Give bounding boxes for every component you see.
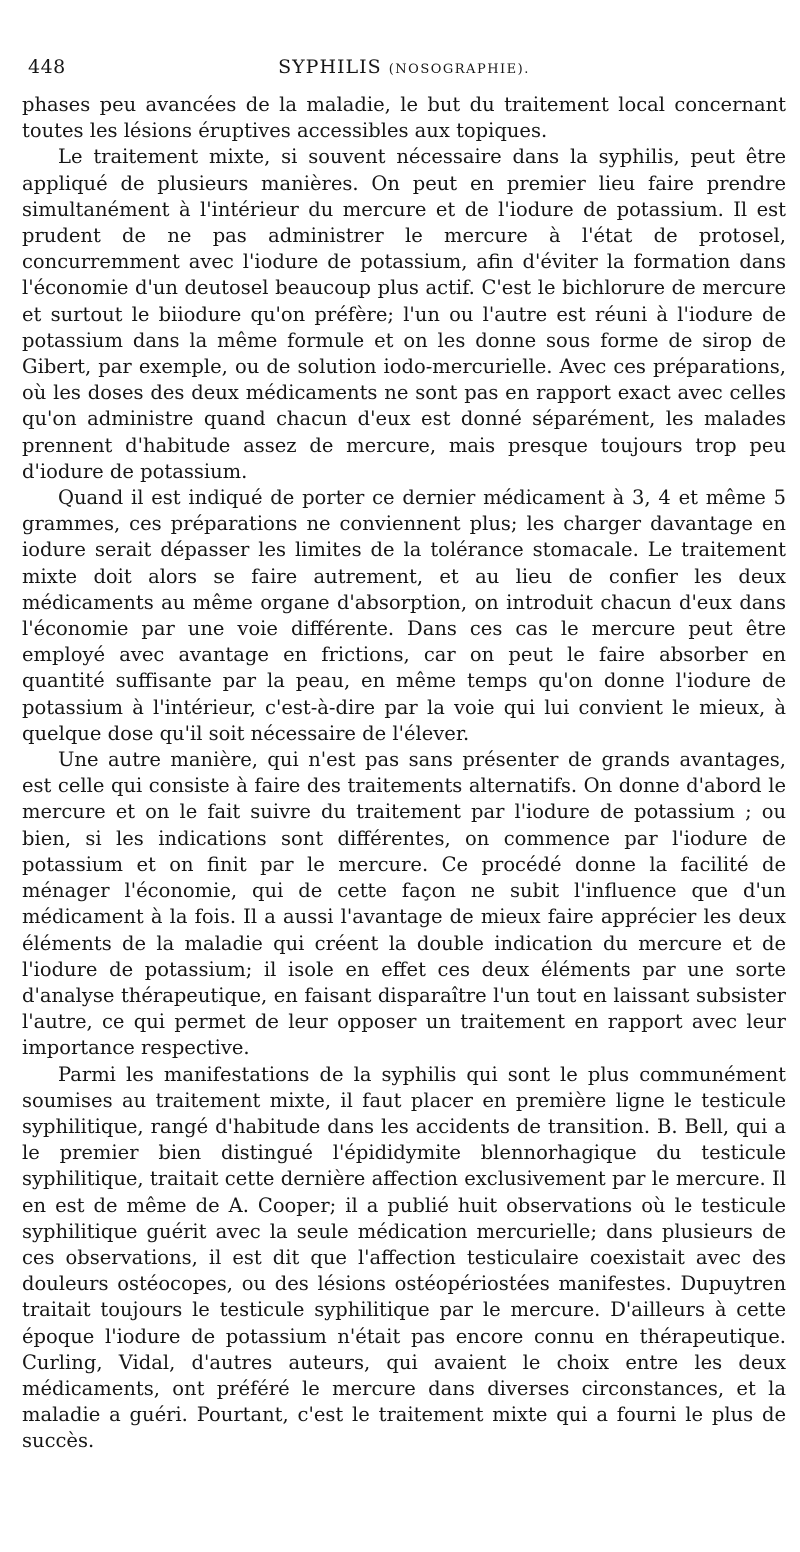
page-header (22, 56, 786, 92)
paragraph-traitements-alternatifs: Une autre manière, qui n'est pas sans présenter de grands avantages, est celle qui consiste à faire des traitements alternatifs. On donne d'abord le mercure et on le fait suivre du traitement par l'iodure de potassium ; ou bien, si les indications sont différentes, on commence par l'iodure de potassium et on finit par le mercure. Ce procédé donne la facilité de ménager l'économie, qui de cette façon ne subit l'influence que d'un médicament à la fois. Il a aussi l'avantage de mieux faire apprécier les deux éléments de la maladie qui créent la double indication du mercure et de l'iodure de potassium; il isole en effet ces deux éléments par une sorte d'analyse thérapeutique, en faisant disparaître l'un tout en laissant subsister l'autre, ce qui permet de leur opposer un traitement en rapport avec leur importance respective. (22, 748, 786, 1060)
page-number: 448 (28, 56, 66, 78)
paragraph-continuation: phases peu avancées de la maladie, le but du traitement local concernant toutes les lésions éruptives accessibles aux topiques. (22, 93, 786, 143)
running-title-main: SYPHILIS (278, 56, 382, 78)
paragraph-dosage: Quand il est indiqué de porter ce dernier médicament à 3, 4 et même 5 grammes, ces préparations ne conviennent plus; les charger davantage en iodure serait dépasser les limites de la tolérance stomacale. Le traitement mixte doit alors se faire autrement, et au lieu de confier les deux médicaments au même organe d'absorption, on introduit chacun d'eux dans l'économie par une voie différente. Dans ces cas le mercure peut être employé avec avantage en frictions, car on peut le faire absorber en quantité suffisante par la peau, en même temps qu'on donne l'iodure de potassium à l'intérieur, c'est-à-dire par la voie qui lui convient le mieux, à quelque dose qu'il soit nécessaire de l'élever. (22, 486, 786, 745)
paragraph-testicule-syphilitique: Parmi les manifestations de la syphilis qui sont le plus communément soumises au traitement mixte, il faut placer en première ligne le testicule syphilitique, rangé d'habitude dans les accidents de transition. B. Bell, qui a le premier bien distingué l'épididymite blennorhagique du testicule syphilitique, traitait cette dernière affection exclusivement par le mercure. Il en est de même de A. Cooper; il a publié huit observations où le testicule syphilitique guérit avec la seule médication mercurielle; dans plusieurs de ces observations, il est dit que l'affection testiculaire coexistait avec des douleurs ostéocopes, ou des lésions ostéopériostées manifestes. Dupuytren traitait toujours le testicule syphilitique par le mercure. D'ailleurs à cette époque l'iodure de potassium n'était pas encore connu en thérapeutique. Curling, Vidal, d'autres auteurs, qui avaient le choix entre les deux médicaments, ont préféré le mercure dans diverses circonstances, et la maladie a guéri. Pourtant, c'est le traitement mixte qui a fourni le plus de succès. (22, 1062, 786, 1453)
running-title-subtitle: (NOSOGRAPHIE). (388, 62, 530, 77)
paragraph-traitement-mixte: Le traitement mixte, si souvent nécessaire dans la syphilis, peut être appliqué de plusieurs manières. On peut en premier lieu faire prendre simultanément à l'intérieur du mercure et de l'iodure de potassium. Il est prudent de ne pas administrer le mercure à l'état de protosel, concurremment avec l'iodure de potassium, afin d'éviter la formation dans l'économie d'un deutosel beaucoup plus actif. C'est le bichlorure de mercure et surtout le biiodure qu'on préfère; l'un ou l'autre est réuni à l'iodure de potassium dans la même formule et on les donne sous forme de sirop de Gibert, par exemple, ou de solution iodo-mercurielle. Avec ces préparations, où les doses des deux médicaments ne sont pas en rapport exact avec celles qu'on administre quand chacun d'eux est donné séparément, les malades prennent d'habitude assez de mercure, mais presque toujours trop peu d'iodure de potassium. (22, 145, 786, 483)
running-title (22, 56, 786, 78)
document-page (22, 56, 786, 1455)
body-text (22, 92, 786, 1455)
